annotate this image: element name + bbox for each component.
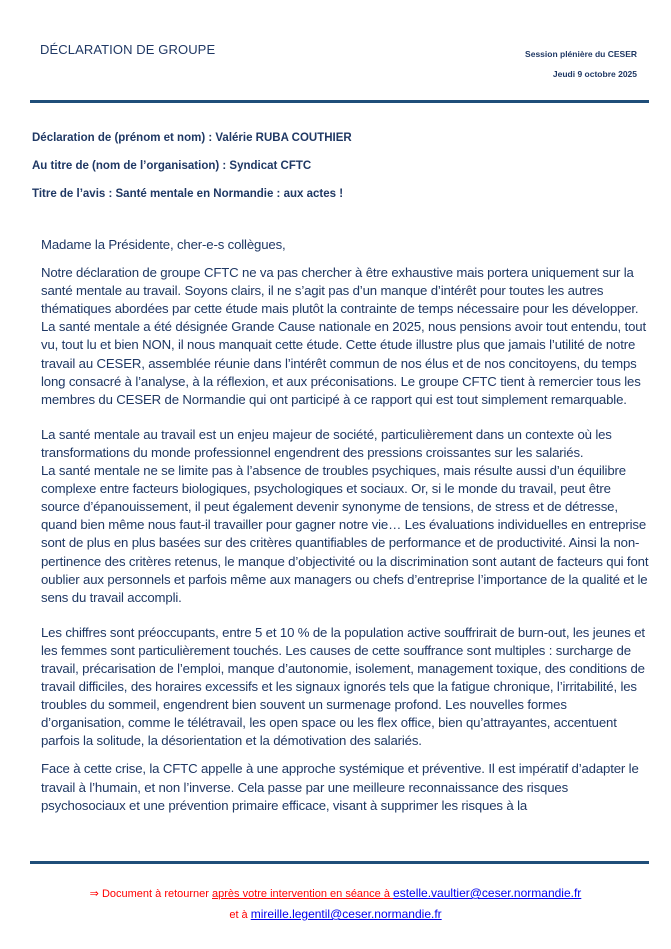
return-instructions — [0, 883, 671, 925]
session-info — [525, 44, 637, 84]
email-link-estelle[interactable]: estelle.vaultier@ceser.normandie.fr — [393, 886, 582, 900]
footer-divider — [30, 861, 649, 864]
arrow-right-icon: ⇒ — [89, 888, 99, 900]
return-line-2 — [0, 904, 671, 925]
paragraph: La santé mentale a été désignée Grande Cause nationale en 2025, nous pensions avoir tout entendu, tout vu, tout lu et bien NON, il nous manquait cette étude. Cette étude illustre plus que jamais l’utilité de notre travail au CESER, assemblée réunie dans l’intérêt commun de nos élus et de nos concitoyens, du temps long consacré à l’analyse, à la réflexion, et aux préconisations. Le groupe CFTC tient à remercier tous les membres du CESER de Normandie qui ont participé à ce rapport qui est tout simplement remarquable. — [41, 319, 646, 407]
email-link-mireille[interactable]: mireille.legentil@ceser.normandie.fr — [250, 907, 442, 921]
paragraph: Les chiffres sont préoccupants, entre 5 et 10 % de la population active souffrirait de burn-out, les jeunes et les femmes sont particulièrement touchés. Les causes de cette souffrance sont multiples : surcharge de travail, précarisation de l’emploi, manque d’autonomie, isolement, management toxique, des conditions de travail difficiles, des horaires excessifs et les signaux ignorés tels que la fatigue chronique, l’irritabilité, les troubles du sommeil, engendrent bien souvent un surmenage profond. Les nouvelles formes d’organisation, comme le télétravail, les open space ou les flex office, bien qu’attrayantes, accentuent parfois la solitude, la désorientation et la démotivation des salariés. — [41, 624, 645, 749]
avis-title-line: Titre de l’avis : Santé mentale en Normandie : aux actes ! — [32, 188, 344, 200]
paragraph: La santé mentale au travail est un enjeu majeur de société, particulièrement dans un contexte où les transformations du monde professionnel engendrent des pressions croissantes sur les salariés. — [41, 426, 612, 460]
paragraph: Notre déclaration de groupe CFTC ne va pas chercher à être exhaustive mais portera uniquement sur la santé mentale au travail. Soyons clairs, il ne s’agit pas d’un manque d’intérêt pour toutes les autres thématiques abordées par cette étude mais plutôt la contrainte de temps nécessaire pour les développer. — [41, 265, 639, 317]
salutation: Madame la Présidente, cher-e-s collègues, — [41, 237, 286, 252]
session-date: Jeudi 9 octobre 2025 — [552, 69, 637, 79]
return-text: Document à retourner — [101, 888, 213, 900]
return-text-prefix: et à — [229, 909, 251, 921]
header-divider — [30, 100, 649, 103]
paragraph: La santé mentale ne se limite pas à l’absence de troubles psychiques, mais résulte aussi d’un équilibre complexe entre facteurs biologiques, psychologiques et sociaux. Or, si le monde du travail, peut être source d’épanouissement, il peut également devenir synonyme de tensions, de stress et de détresse, quand bien même nous faut-il travailler pour gagner notre vie… Les évaluations individuelles en entreprise sont de plus en plus basées sur des critères quantifiables de performance et de productivité. Ainsi la non-pertinence des critères retenus, le manque d’objectivité ou la discrimination sont autant de facteurs qui font oublier aux personnels et parfois même aux managers ou chefs d’entreprise l’importance de la qualité et le sens du travail accompli. — [41, 463, 649, 605]
return-text-a: à — [383, 888, 394, 900]
organisation-line: Au titre de (nom de l’organisation) : Syndicat CFTC — [32, 160, 312, 172]
declarant-line: Déclaration de (prénom et nom) : Valérie RUBA COUTHIER — [32, 132, 352, 144]
declaration-body — [41, 236, 651, 815]
declaration-meta — [32, 131, 352, 215]
return-text-underlined: après votre intervention en séance — [212, 888, 384, 900]
document-title: DÉCLARATION DE GROUPE — [40, 42, 216, 57]
return-line-1 — [0, 883, 671, 904]
paragraph: Face à cette crise, la CFTC appelle à une approche systémique et préventive. Il est impératif d’adapter le travail à l’humain, et non l’inverse. Cela passe par une meilleure reconnaissance des risques psychosociaux et une prévention primaire efficace, visant à supprimer les risques à la — [41, 761, 639, 813]
session-name: Session plénière du CESER — [525, 49, 637, 59]
